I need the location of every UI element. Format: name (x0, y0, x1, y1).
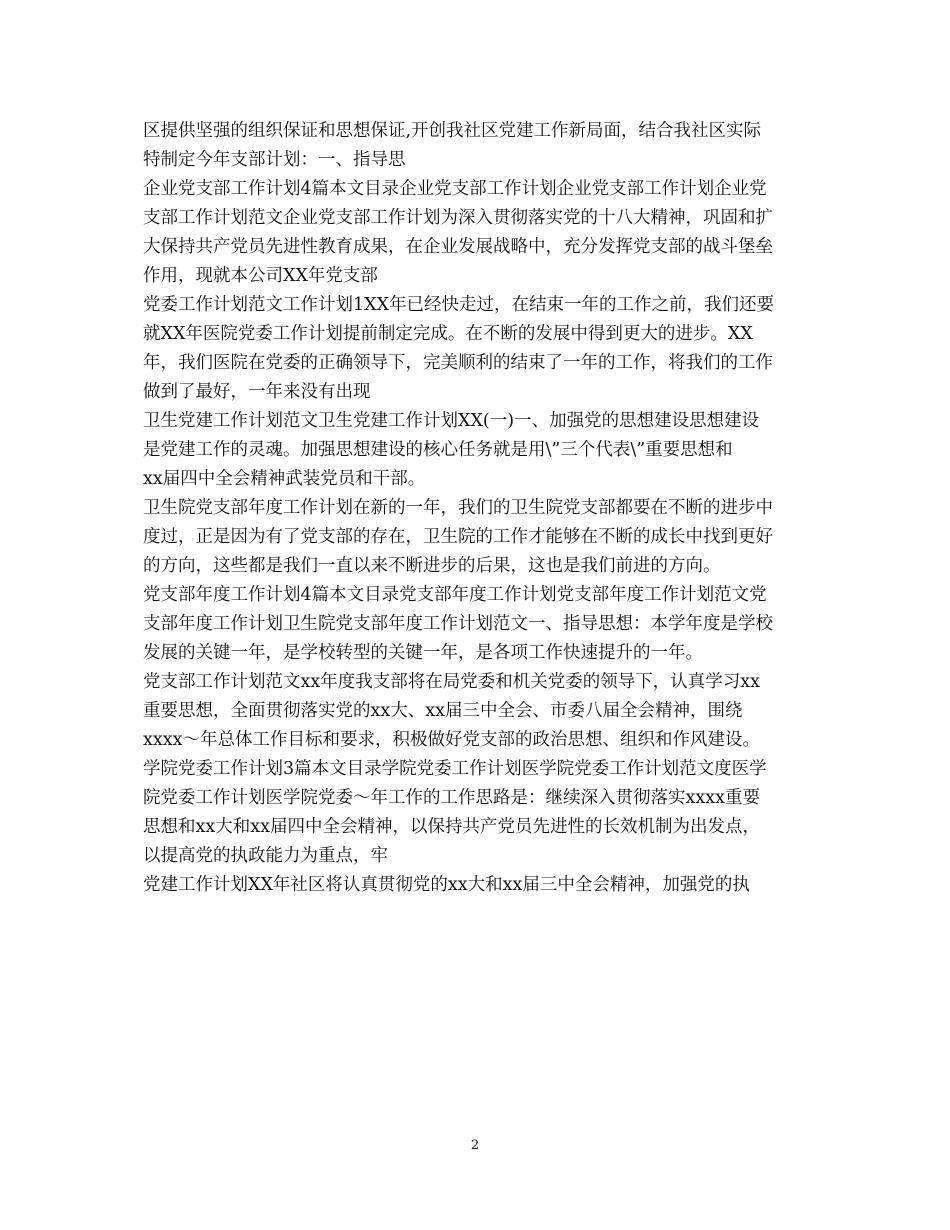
document-body (143, 117, 813, 900)
text-line: xxxx～年总体工作目标和要求，积极做好党支部的政治思想、组织和作风建设。 (143, 730, 760, 750)
text-line: 区提供坚强的组织保证和思想保证,开创我社区党建工作新局面，结合我社区实际 (143, 121, 762, 141)
text-line: 支部工作计划范文企业党支部工作计划为深入贯彻落实党的十八大精神，巩固和扩 (143, 208, 773, 228)
text-line: 的方向，这些都是我们一直以来不断进步的后果，这也是我们前进的方向。 (143, 556, 721, 576)
text-line: 特制定今年支部计划：一、指导思 (143, 150, 406, 170)
page-number: 2 (470, 1138, 480, 1153)
text-line: 企业党支部工作计划4篇本文目录企业党支部工作计划企业党支部工作计划企业党 (143, 179, 767, 199)
text-line: 作用，现就本公司XX年党支部 (143, 266, 378, 286)
text-line: 以提高党的执政能力为重点，牢 (143, 846, 388, 866)
text-line: 党建工作计划XX年社区将认真贯彻党的xx大和xx届三中全会精神，加强党的执 (143, 875, 750, 895)
text-line: 年，我们医院在党委的正确领导下，完美顺利的结束了一年的工作，将我们的工作 (143, 353, 773, 373)
text-line: xx届四中全会精神武装党员和干部。 (143, 469, 426, 489)
text-line: 支部年度工作计划卫生院党支部年度工作计划范文一、指导思想：本学年度是学校 (143, 614, 773, 634)
text-line: 是党建工作的灵魂。加强思想建设的核心任务就是用\”三个代表\”重要思想和 (143, 440, 733, 460)
text-line: 就XX年医院党委工作计划提前制定完成。在不断的发展中得到更大的进步。XX (143, 324, 753, 344)
text-line: 做到了最好，一年来没有出现 (143, 382, 371, 402)
text-line: 发展的关键一年，是学校转型的关键一年，是各项工作快速提升的一年。 (143, 643, 703, 663)
text-line: 卫生院党支部年度工作计划在新的一年，我们的卫生院党支部都要在不断的进步中 (143, 498, 773, 518)
text-line: 大保持共产党员先进性教育成果，在企业发展战略中，充分发挥党支部的战斗堡垒 (143, 237, 773, 257)
text-line: 党委工作计划范文工作计划1XX年已经快走过，在结束一年的工作之前，我们还要 (143, 295, 775, 315)
text-line: 卫生党建工作计划范文卫生党建工作计划XX(一)一、加强党的思想建设思想建设 (143, 411, 760, 431)
text-line: 度过，正是因为有了党支部的存在，卫生院的工作才能够在不断的成长中找到更好 (143, 527, 773, 547)
text-line: 思想和xx大和xx届四中全会精神，以保持共产党员先进性的长效机制为出发点， (143, 817, 760, 837)
text-line: 学院党委工作计划3篇本文目录学院党委工作计划医学院党委工作计划范文度医学 (143, 759, 767, 779)
text-line: 院党委工作计划医学院党委～年工作的工作思路是：继续深入贯彻落实xxxx重要 (143, 788, 760, 808)
text-line: 党支部年度工作计划4篇本文目录党支部年度工作计划党支部年度工作计划范文党 (143, 585, 767, 605)
text-line: 重要思想，全面贯彻落实党的xx大、xx届三中全会、市委八届全会精神，围绕 (143, 701, 743, 721)
text-line: 党支部工作计划范文xx年度我支部将在局党委和机关党委的领导下，认真学习xx (143, 672, 760, 692)
